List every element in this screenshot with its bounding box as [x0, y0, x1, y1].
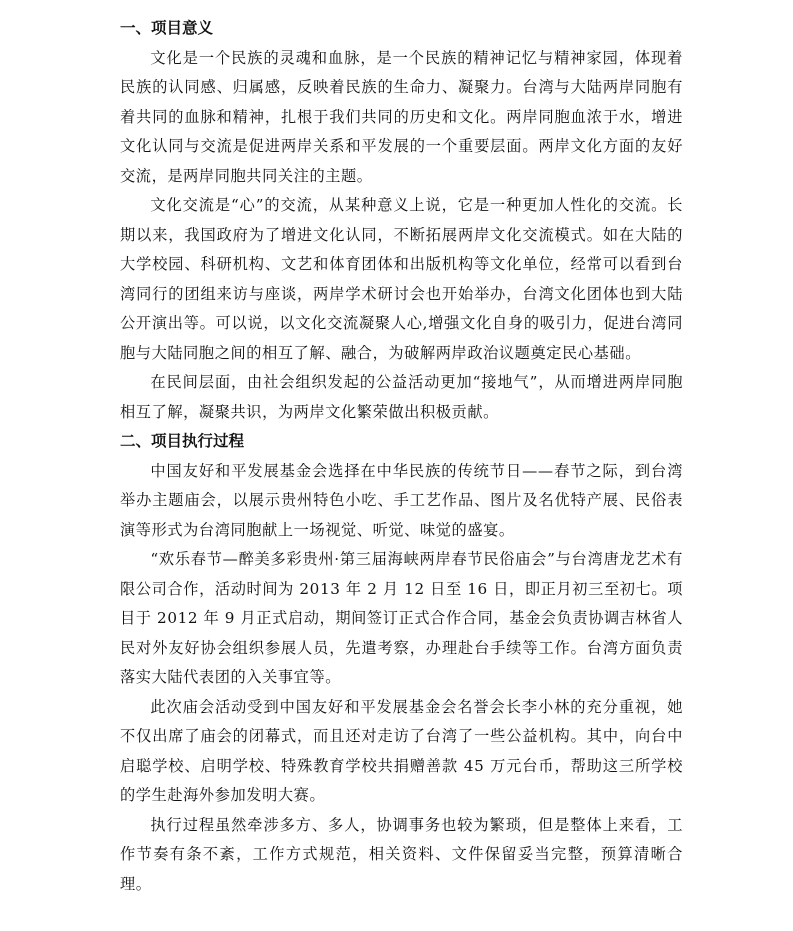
- section-heading: 二、项目执行过程: [120, 432, 245, 450]
- paragraph: “欢乐春节—醉美多彩贵州·第三届海峡两岸春节民俗庙会”与台湾唐龙艺术有限公司合作，活动时间为 2013 年 2 月 12 日至 16 日，即正月初三至初七。项目于 2012 年 9 月正式启动，期间签订正式合作合同，基金会负责协调吉林省人民对外友好协会组织参展人员，先遣考察，办理赴台手续等工作。台湾方面负责落实大陆代表团的入关事宜等。: [120, 550, 683, 686]
- paragraph: 文化交流是“心”的交流，从某种意义上说，它是一种更加人性化的交流。长期以来，我国政府为了增进文化认同，不断拓展两岸文化交流模式。如在大陆的大学校园、科研机构、文艺和体育团体和出版机构等文化单位，经常可以看到台湾同行的团组来访与座谈，两岸学术研讨会也开始举办，台湾文化团体也到大陆公开演出等。可以说，以文化交流凝聚人心,增强文化自身的吸引力，促进台湾同胞与大陆同胞之间的相互了解、融合，为破解两岸政治议题奠定民心基础。: [120, 196, 683, 362]
- section-significance: [120, 14, 683, 427]
- paragraph: 中国友好和平发展基金会选择在中华民族的传统节日——春节之际，到台湾举办主题庙会，以展示贵州特色小吃、手工艺作品、图片及名优特产展、民俗表演等形式为台湾同胞献上一场视觉、听觉、味觉的盛宴。: [120, 461, 683, 539]
- section-heading: 一、项目意义: [120, 19, 214, 37]
- paragraph: 此次庙会活动受到中国友好和平发展基金会名誉会长李小林的充分重视，她不仅出席了庙会的闭幕式，而且还对走访了台湾了一些公益机构。其中，向台中启聪学校、启明学校、特殊教育学校共捐赠善款 45 万元台币，帮助这三所学校的学生赴海外参加发明大赛。: [120, 697, 683, 804]
- paragraph: 在民间层面，由社会组织发起的公益活动更加“接地气”，从而增进两岸同胞相互了解，凝聚共识，为两岸文化繁荣做出积极贡献。: [120, 373, 683, 421]
- paragraph: 文化是一个民族的灵魂和血脉，是一个民族的精神记忆与精神家园，体现着民族的认同感、归属感，反映着民族的生命力、凝聚力。台湾与大陆两岸同胞有着共同的血脉和精神，扎根于我们共同的历史和文化。两岸同胞血浓于水，增进文化认同与交流是促进两岸关系和平发展的一个重要层面。两岸文化方面的友好交流，是两岸同胞共同关注的主题。: [120, 48, 683, 185]
- paragraph: 执行过程虽然牵涉多方、多人，协调事务也较为繁琐，但是整体上来看，工作节奏有条不紊，工作方式规范，相关资料、文件保留妥当完整，预算清晰合理。: [120, 815, 683, 893]
- section-execution: [120, 427, 683, 899]
